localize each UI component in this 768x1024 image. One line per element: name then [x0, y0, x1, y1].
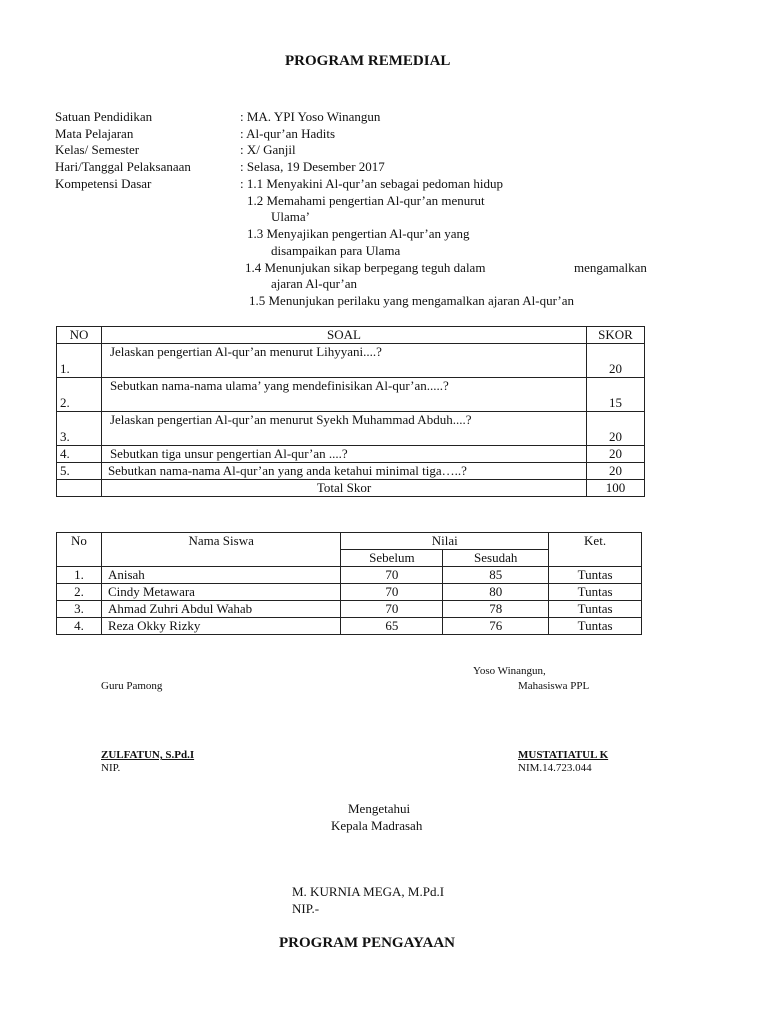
total-label: Total Skor	[101, 480, 586, 497]
next-section-title: PROGRAM PENGAYAAN	[279, 935, 455, 951]
cell-ket: Tuntas	[549, 567, 642, 584]
left-signer-id: NIP.	[101, 762, 121, 774]
cell-soal: Sebutkan nama-nama ulama’ yang mendefinisikan Al-qur’an.....?	[101, 378, 586, 412]
cell-no: 5.	[57, 463, 102, 480]
kd-line: ajaran Al-qur’an	[271, 276, 358, 291]
cell-skor: 20	[587, 446, 645, 463]
cell-sebelum: 70	[341, 584, 443, 601]
cell-empty	[57, 480, 102, 497]
kd-line: disampaikan para Ulama	[271, 243, 401, 258]
table-row	[57, 446, 645, 463]
total-value: 100	[587, 480, 645, 497]
kd-line: Ulama’	[271, 209, 310, 224]
kd-line: 1.2 Memahami pengertian Al-qur’an menurut	[247, 193, 485, 208]
info-value: : X/ Ganjil	[240, 142, 296, 157]
info-value: : 1.1 Menyakini Al-qur’an sebagai pedoman hidup	[240, 176, 503, 191]
info-value: : Selasa, 19 Desember 2017	[240, 159, 385, 174]
cell-no: 3.	[57, 412, 102, 446]
cell-sesudah: 78	[443, 601, 549, 618]
table-row	[57, 463, 645, 480]
cell-skor: 20	[587, 344, 645, 378]
kd-line: 1.3 Menyajikan pengertian Al-qur’an yang	[247, 226, 470, 241]
table-row	[57, 412, 645, 446]
cell-soal: Sebutkan tiga unsur pengertian Al-qur’an ....?	[101, 446, 586, 463]
nilai-table	[56, 532, 642, 635]
header-sebelum: Sebelum	[341, 550, 443, 567]
cell-ket: Tuntas	[549, 601, 642, 618]
info-value: : Al-qur’an Hadits	[240, 126, 336, 141]
cell-sesudah: 85	[443, 567, 549, 584]
cell-no: 2.	[57, 378, 102, 412]
place-date: Yoso Winangun,	[473, 665, 546, 677]
kd-line: 1.4 Menunjukan sikap berpegang teguh dalam	[245, 260, 486, 275]
info-label: Hari/Tanggal Pelaksanaan	[55, 159, 191, 174]
table-row	[57, 618, 642, 635]
header-nama: Nama Siswa	[101, 533, 341, 567]
right-signer-name: MUSTATIATUL K	[518, 749, 609, 761]
info-label: Satuan Pendidikan	[55, 109, 153, 124]
total-row	[57, 480, 645, 497]
cell-no: 1.	[57, 567, 102, 584]
cell-sebelum: 70	[341, 601, 443, 618]
page-title: PROGRAM REMEDIAL	[285, 53, 451, 69]
cell-sebelum: 70	[341, 567, 443, 584]
cell-no: 1.	[57, 344, 102, 378]
header-ket: Ket.	[549, 533, 642, 567]
table-row	[57, 584, 642, 601]
table-header-row	[57, 533, 642, 550]
kd-line: 1.5 Menunjukan perilaku yang mengamalkan ajaran Al-qur’an	[249, 293, 575, 308]
info-value: : MA. YPI Yoso Winangun	[240, 109, 381, 124]
header-skor: SKOR	[587, 327, 645, 344]
table-header-row	[57, 327, 645, 344]
kepala-role: Kepala Madrasah	[331, 818, 423, 833]
info-label: Kelas/ Semester	[55, 142, 140, 157]
cell-nama: Anisah	[101, 567, 341, 584]
cell-soal: Sebutkan nama-nama Al-qur’an yang anda ketahui minimal tiga…..?	[101, 463, 586, 480]
table-row	[57, 378, 645, 412]
cell-soal: Jelaskan pengertian Al-qur’an menurut Lihyyani....?	[101, 344, 586, 378]
table-row	[57, 601, 642, 618]
cell-nama: Cindy Metawara	[101, 584, 341, 601]
header-soal: SOAL	[101, 327, 586, 344]
header-no: No	[57, 533, 102, 567]
soal-table	[56, 326, 645, 497]
cell-sebelum: 65	[341, 618, 443, 635]
cell-skor: 15	[587, 378, 645, 412]
table-row	[57, 344, 645, 378]
header-no: NO	[57, 327, 102, 344]
header-sesudah: Sesudah	[443, 550, 549, 567]
cell-skor: 20	[587, 463, 645, 480]
cell-no: 4.	[57, 618, 102, 635]
cell-no: 3.	[57, 601, 102, 618]
cell-nama: Reza Okky Rizky	[101, 618, 341, 635]
cell-ket: Tuntas	[549, 584, 642, 601]
kd-line: mengamalkan	[574, 260, 647, 275]
right-role: Mahasiswa PPL	[518, 680, 590, 692]
kepala-name: M. KURNIA MEGA, M.Pd.I	[292, 884, 445, 899]
cell-soal: Jelaskan pengertian Al-qur’an menurut Syekh Muhammad Abduh....?	[101, 412, 586, 446]
cell-nama: Ahmad Zuhri Abdul Wahab	[101, 601, 341, 618]
cell-no: 2.	[57, 584, 102, 601]
cell-sesudah: 80	[443, 584, 549, 601]
info-label: Kompetensi Dasar	[55, 176, 152, 191]
table-row	[57, 567, 642, 584]
right-signer-id: NIM.14.723.044	[518, 762, 592, 774]
cell-ket: Tuntas	[549, 618, 642, 635]
mengetahui: Mengetahui	[348, 801, 411, 816]
info-label: Mata Pelajaran	[55, 126, 134, 141]
left-signer-name: ZULFATUN, S.Pd.I	[101, 749, 195, 761]
cell-skor: 20	[587, 412, 645, 446]
cell-sesudah: 76	[443, 618, 549, 635]
cell-no: 4.	[57, 446, 102, 463]
header-nilai: Nilai	[341, 533, 549, 550]
left-role: Guru Pamong	[101, 680, 163, 692]
kepala-id: NIP.-	[292, 901, 320, 916]
